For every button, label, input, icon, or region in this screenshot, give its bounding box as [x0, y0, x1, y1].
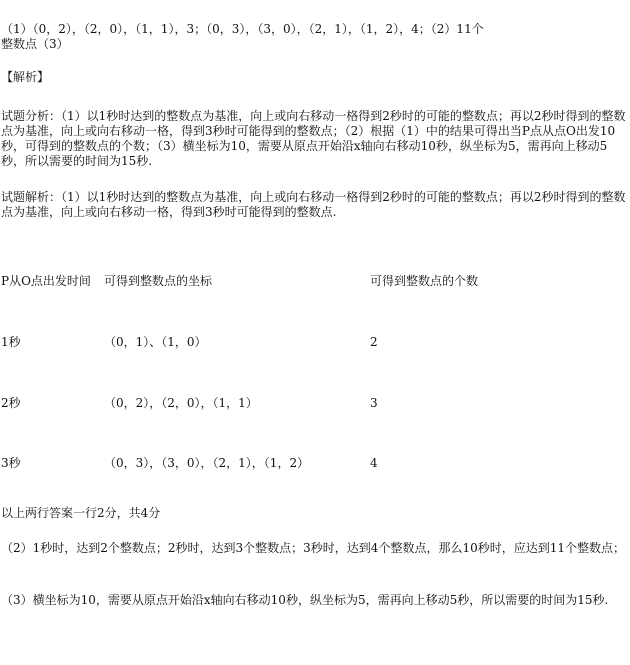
table-header-count: 可得到整数点的个数 [370, 274, 479, 288]
table-cell-time: 1秒 [1, 335, 21, 349]
table-cell-count: 2 [370, 335, 378, 349]
table-header-coords: 可得到整数点的坐标 [104, 274, 213, 288]
analysis-header: 【解析】 [1, 70, 50, 84]
table-cell-time: 2秒 [1, 396, 21, 410]
table-cell-count: 4 [370, 456, 378, 470]
table-row [1, 456, 629, 472]
table-row [1, 335, 629, 351]
table-cell-count: 3 [370, 396, 378, 410]
score-note: 以上两行答案一行2分，共4分 [1, 506, 161, 520]
answer-line-1: （1）（0，2），（2，0），（1，1），3；（0，3），（3，0），（2，1），（1，2），4；（2）11个 [1, 22, 484, 36]
table-cell-time: 3秒 [1, 456, 21, 470]
table-cell-coords: （0，1）、（1，0） [104, 335, 207, 349]
table-header-time: P从O点出发时间 [1, 274, 91, 288]
analysis-paragraph-1: 试题分析：（1）以1秒时达到的整数点为基准，向上或向右移动一格得到2秒时的可能的整数点；再以2秒时得到的整数点为基准，向上或向右移动一格，得到3秒时可能得到的整数点；（2）根据（1）中的结果可得出当P点从点O出发10秒，可得到的整数点的个数；（3）横坐标为10，需要从原点开始沿x轴向右移动10秒，纵坐标为5，需再向上移动5秒，所以需要的时间为15秒. [1, 109, 626, 168]
table-row [1, 396, 629, 412]
table-cell-coords: （0，3），（3，0），（2，1），（1，2） [104, 456, 310, 470]
analysis-paragraph-2: 试题解析：（1）以1秒时达到的整数点为基准，向上或向右移动一格得到2秒时的可能的整数点；再以2秒时得到的整数点为基准，向上或向右移动一格，得到3秒时可能得到的整数点. [1, 190, 626, 219]
table-header-row [1, 274, 629, 290]
part-2-answer: （2）1秒时，达到2个整数点；2秒时，达到3个整数点；3秒时，达到4个整数点，那么10秒时，应达到11个整数点； [1, 541, 625, 555]
answer-line-2: 整数点（3） [1, 37, 69, 51]
part-3-answer: （3）横坐标为10，需要从原点开始沿x轴向右移动10秒，纵坐标为5，需再向上移动5秒，所以需要的时间为15秒. [1, 593, 609, 607]
table-cell-coords: （0，2），（2，0），（1，1） [104, 396, 258, 410]
